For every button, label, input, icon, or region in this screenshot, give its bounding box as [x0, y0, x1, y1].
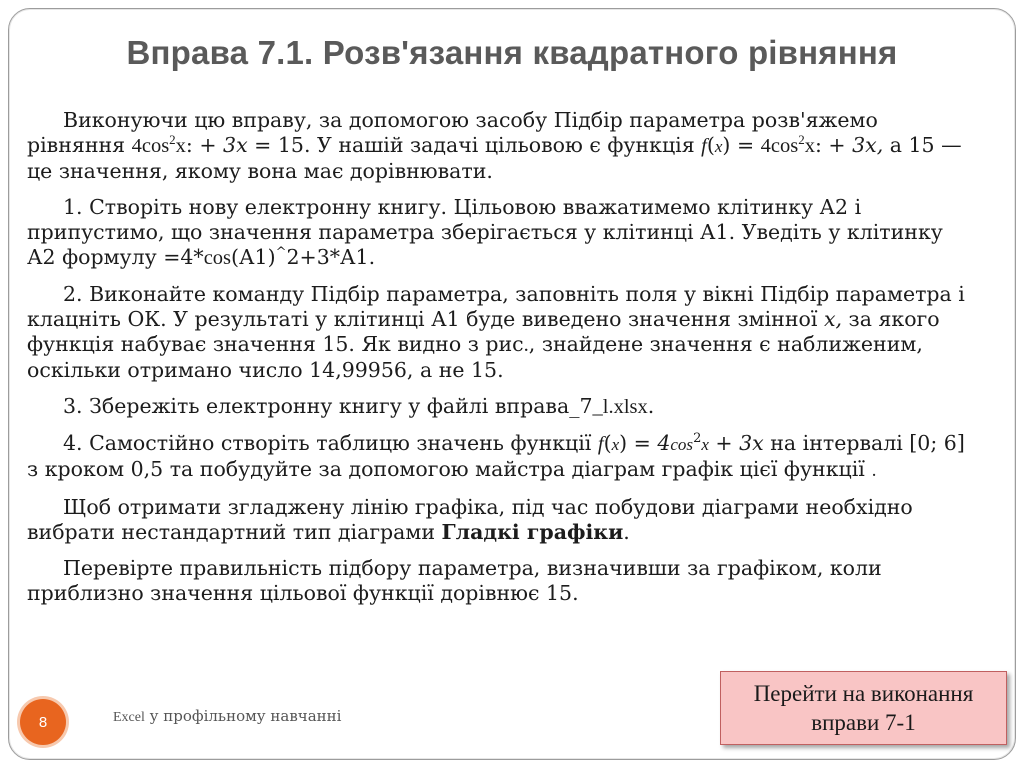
step-4-exponent: 2 [693, 431, 702, 447]
go-to-exercise-line-2: вправи 7-1 [811, 710, 916, 735]
equation-2-3x: 3x, [852, 133, 884, 157]
equation-1-equals: = [247, 133, 278, 157]
intro-text-1: Виконуючи цю вправу, за допомогою засобу Підбір параметра розв'яжемо рівняння [27, 108, 878, 157]
step-4-close-paren: ) [619, 431, 628, 455]
intro-paragraph [27, 108, 977, 184]
go-to-exercise-button[interactable] [720, 671, 1007, 745]
step-2-text: 2. Виконайте команду Підбір параметра, заповніть поля у вікні Підбір параметра і клацніть ОК. У результаті у клітинці А1 буде виведено значення змінної [27, 282, 965, 331]
check-text: Перевірте правильність підбору параметра, визначивши за графіком, коли приблизно значення цільової функції дорівнює 15. [27, 556, 882, 605]
step-2-paragraph [27, 282, 977, 383]
equation-2-exponent: 2 [798, 132, 805, 148]
step-4-paragraph [27, 431, 977, 484]
smooth-dot: . [623, 520, 630, 544]
step-4-dot: . [871, 461, 877, 481]
step-3-filename: _l.xlsx [592, 396, 648, 418]
slide-body [27, 108, 977, 617]
equation-2-x: x [804, 135, 815, 157]
footer-excel: Excel [113, 710, 145, 725]
check-paragraph [27, 556, 977, 606]
slide-number-badge: 8 [20, 699, 66, 745]
smooth-text: Щоб отримати згладжену лінію графіка, під час побудови діаграми необхідно вибрати нестандартний тип діаграми [27, 495, 913, 544]
equation-1-cos: 4cos [131, 135, 170, 157]
equation-2-cos: 4cos [760, 135, 799, 157]
step-2-variable: x, [823, 307, 843, 331]
smooth-chart-type: Гладкі графіки [441, 520, 624, 544]
step-1-tail: 2+3*А1. [286, 245, 376, 269]
slide-footer [113, 707, 341, 726]
step-4-text: 4. Самостійно створіть таблицю значень функції [63, 431, 598, 455]
function-f: f [701, 135, 707, 157]
function-x: x [714, 137, 723, 156]
smooth-paragraph [27, 495, 977, 545]
step-2-dot: . [523, 334, 529, 356]
step-4-cos: cos [670, 435, 694, 454]
step-4-plus: + 3x [708, 431, 764, 455]
intro-text-2: 15. У нашій задачі цільовою є функція [277, 133, 702, 157]
step-3-paragraph [27, 394, 977, 420]
step-2-text-2: за якого функція набуває значення 15. Як видно з рис [27, 307, 940, 356]
step-3-dot: . [647, 394, 655, 418]
function-open-paren: ( [706, 133, 715, 157]
step-4-text-2: на інтервалі [0; 6] з кроком 0,5 та побудуйте за допомогою майстра діаграм графік цієї функції [27, 431, 965, 481]
slide-title: Вправа 7.1. Розв'язання квадратного рівняння [126, 34, 898, 71]
step-1-text: 1. Створіть нову електронну книгу. Цільовою вважатимемо клітинку А2 і припустимо, що значення параметра зберігається у клітинці А1. Уведіть у клітинку А2 формулу =4* [27, 195, 943, 269]
equation-1-x: x [175, 135, 186, 157]
step-1-cos: cos [203, 247, 232, 269]
step-4-x2: x [701, 435, 709, 454]
step-4-equals: = 4 [627, 431, 671, 455]
equation-2-plus: : + [814, 133, 853, 157]
step-1-paragraph [27, 195, 977, 271]
equation-1-plus: : + [185, 133, 224, 157]
step-4-function-f: f [597, 433, 604, 455]
footer-text: у профільному навчанні [144, 707, 342, 725]
go-to-exercise-line-1: Перейти на виконання [753, 681, 974, 706]
equation-1-exponent: 2 [169, 132, 176, 148]
step-1-caret: ^ [275, 245, 287, 261]
intro-text-3: = [730, 133, 761, 157]
equation-1-3x: 3x [223, 133, 248, 157]
step-3-text: 3. Збережіть електронну книгу у файлі вправа_7 [63, 394, 593, 418]
step-2-text-3: , знайдене значення є наближеним, оскільки отримано число 14,99956, а не 15. [27, 332, 923, 382]
step-1-arg: (А1) [231, 245, 276, 269]
step-4-x: x [611, 435, 620, 454]
intro-text-4: а 15 — це значення, якому вона має дорівнювати. [27, 133, 962, 183]
function-close-paren: ) [722, 133, 731, 157]
step-4-open-paren: ( [603, 431, 612, 455]
